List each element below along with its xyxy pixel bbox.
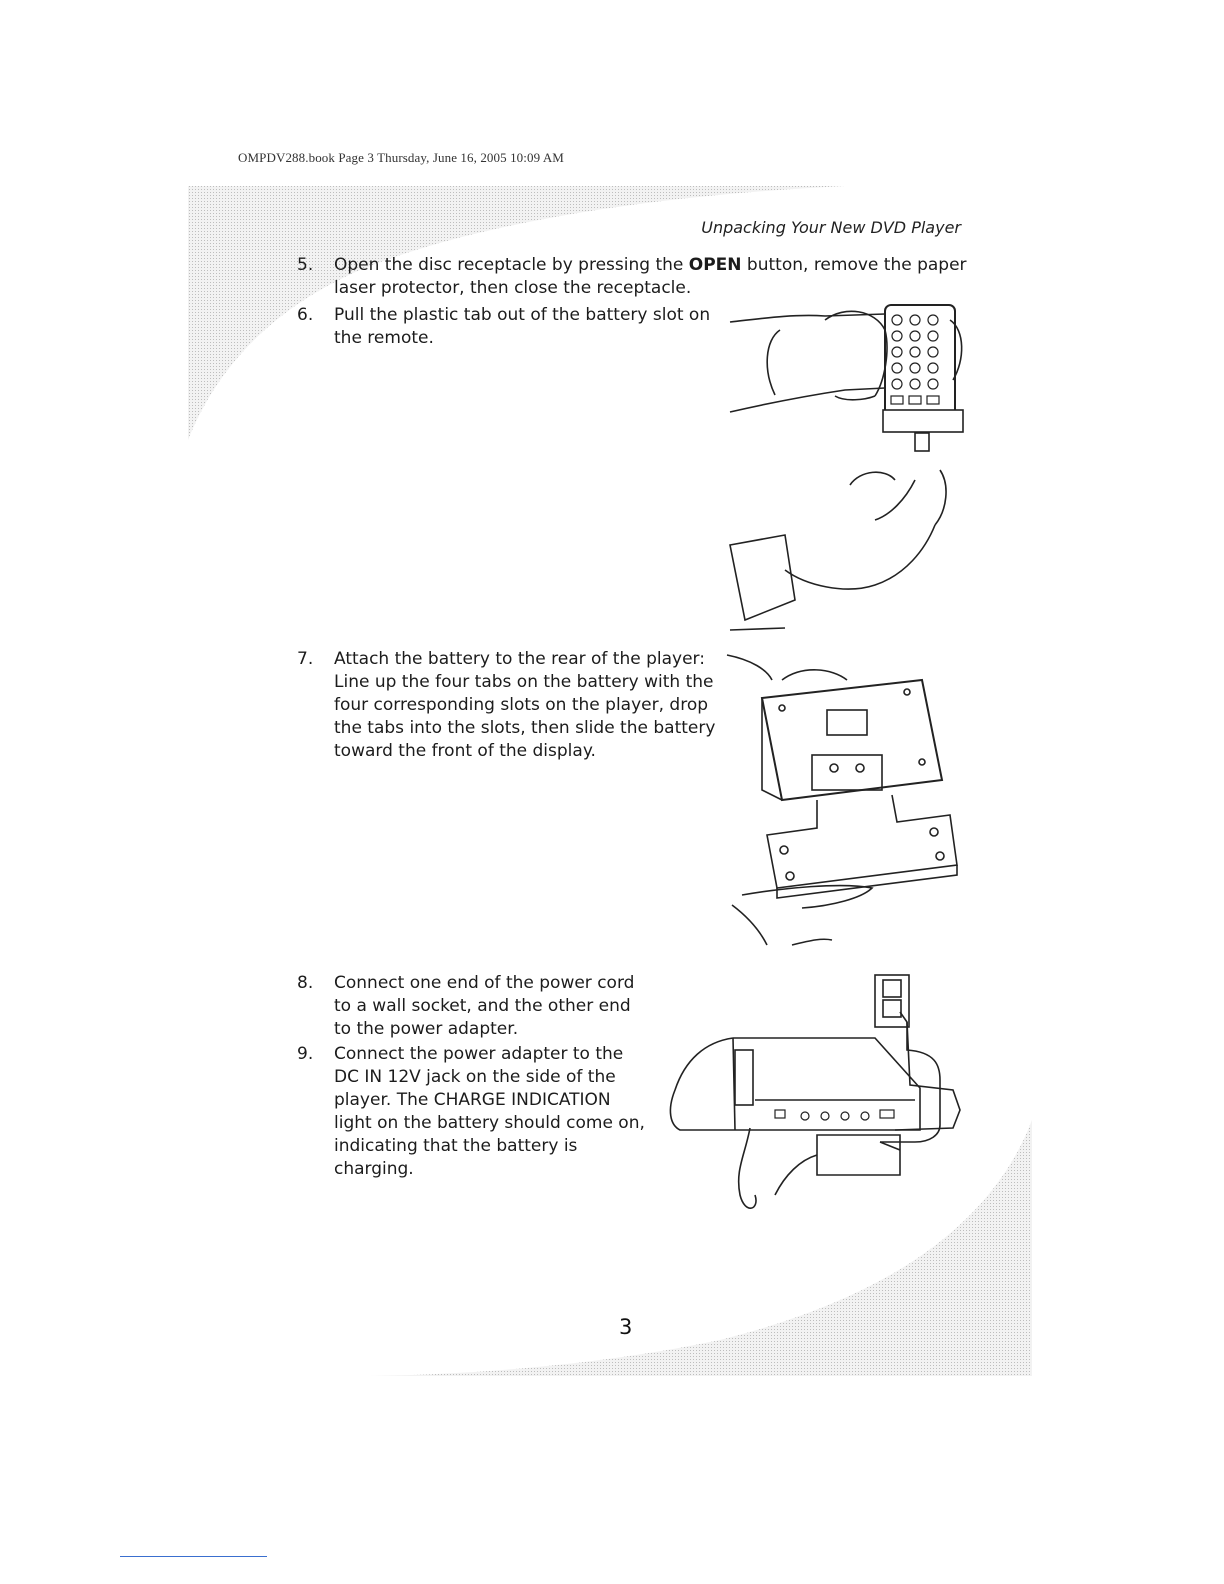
step-6 bbox=[297, 304, 717, 352]
remote-tab-illustration-icon bbox=[725, 300, 965, 635]
step-line: four corresponding slots on the player, drop bbox=[334, 695, 709, 715]
step-line: Pull the plastic tab out of the battery slot on bbox=[334, 305, 711, 325]
step-line: charging. bbox=[334, 1159, 414, 1179]
step-number: 7. bbox=[297, 649, 314, 669]
step-5-line-1 bbox=[334, 254, 994, 277]
step-text: Open the disc receptacle by pressing the bbox=[334, 255, 689, 275]
step-8 bbox=[297, 972, 657, 1042]
step-9 bbox=[297, 1043, 657, 1183]
step-line: Attach the battery to the rear of the player: bbox=[334, 649, 705, 669]
step-line: player. The CHARGE INDICATION bbox=[334, 1090, 611, 1110]
step-line: to a wall socket, and the other end bbox=[334, 996, 631, 1016]
file-header: OMPDV288.book Page 3 Thursday, June 16, 2005 10:09 AM bbox=[238, 150, 564, 165]
step-line: DC IN 12V jack on the side of the bbox=[334, 1067, 616, 1087]
step-7 bbox=[297, 648, 727, 766]
battery-attach-illustration-icon bbox=[722, 650, 972, 950]
page-number: 3 bbox=[619, 1315, 633, 1339]
section-title: Unpacking Your New DVD Player bbox=[701, 218, 961, 237]
step-line: to the power adapter. bbox=[334, 1019, 519, 1039]
step-line: the tabs into the slots, then slide the battery bbox=[334, 718, 716, 738]
step-text: button, remove the paper bbox=[741, 255, 967, 275]
step-number: 6. bbox=[297, 305, 314, 325]
step-line: indicating that the battery is bbox=[334, 1136, 578, 1156]
footer-rule bbox=[120, 1556, 267, 1557]
step-line: light on the battery should come on, bbox=[334, 1113, 645, 1133]
step-line: Connect the power adapter to the bbox=[334, 1044, 624, 1064]
power-connection-illustration-icon bbox=[635, 970, 970, 1220]
step-number: 5. bbox=[297, 255, 314, 275]
step-5-line-2: laser protector, then close the receptacle. bbox=[334, 278, 692, 298]
step-number: 9. bbox=[297, 1044, 314, 1064]
open-button-label: OPEN bbox=[688, 255, 742, 275]
step-line: the remote. bbox=[334, 328, 434, 348]
step-line: Line up the four tabs on the battery with the bbox=[334, 672, 714, 692]
step-line: Connect one end of the power cord bbox=[334, 973, 635, 993]
step-line: toward the front of the display. bbox=[334, 741, 596, 761]
step-number: 8. bbox=[297, 973, 314, 993]
step-5 bbox=[297, 254, 987, 302]
